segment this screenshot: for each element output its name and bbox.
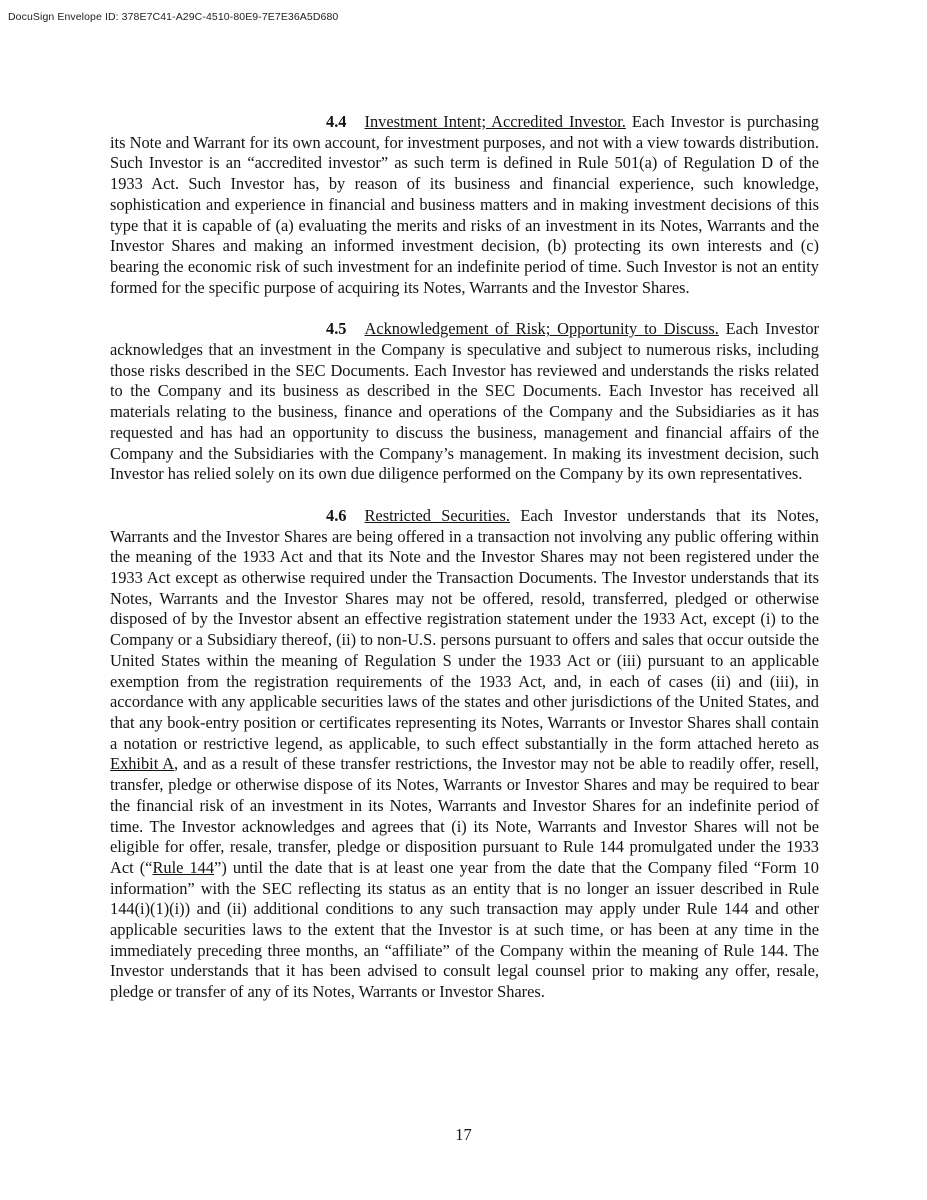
section-text: Each Investor understands that its Notes, Warrants and the Investor Shares are being offered in a transaction not involving any public offering within the meaning of the 1933 Act and that its Note and the Investor Shares may not been registered under the 1933 Act except as otherwise required under the Transaction Documents. The Investor understands that its Notes, Warrants and the Investor Shares may not be offered, resold, transferred, pledged or otherwise disposed of by the Investor absent an effective registration statement under the 1933 Act, except (i) to the Company or a Subsidiary thereof, (ii) to non-U.S. persons pursuant to offers and sales that occur outside the United States within the meaning of Regulation S under the 1933 Act or (iii) pursuant to an applicable exemption from the registration requirements of the 1933 Act, and, in each of cases (ii) and (iii), in accordance with any applicable securities laws of the states and other jurisdictions of the United States, and that any book-entry position or certificates representing its Notes, Warrants or Investor Shares shall contain a notation or restrictive legend, as applicable, to such effect substantially in the form attached hereto as (110, 505, 820, 753)
section-text: Each Investor is purchasing its Note and Warrant for its own account, for investment purposes, and not with a view towards distribution. Such Investor is an “accredited investor” as such term is defined in Rule 501(a) of Regulation D of the 1933 Act. Such Investor has, by reason of its business and financial experience, such knowledge, sophistication and experience in financial and business matters and in making investment decisions of this type that it is capable of (a) evaluating the merits and risks of an investment in its Notes, Warrants and the Investor Shares and making an informed investment decision, (b) protecting its own interests and (c) bearing the economic risk of such investment for an indefinite period of time. Such Investor is not an entity formed for the specific purpose of acquiring its Notes, Warrants and the Investor Shares. (110, 112, 819, 297)
section-4-5 (110, 319, 819, 485)
page-number: 17 (455, 1125, 472, 1144)
section-text: Each Investor acknowledges that an investment in the Company is speculative and subject to numerous risks, including those risks described in the SEC Documents. Each Investor has reviewed and understands the risks related to the Company and its business as described in the SEC Documents. Each Investor has received all materials relating to the business, finance and operations of the Company and the Subsidiaries as it has requested and has had an opportunity to discuss the business, management and financial affairs of the Company and the Subsidiaries with the Company’s management. In making its investment decision, such Investor has relied solely on its own due diligence performed on the Company by its own representatives. (110, 319, 819, 484)
section-title: Acknowledgement of Risk; Opportunity to Discuss. (364, 319, 719, 339)
section-title: Investment Intent; Accredited Investor. (364, 112, 626, 131)
section-number: 4.6 (326, 505, 347, 525)
docusign-envelope-id: DocuSign Envelope ID: 378E7C41-A29C-4510-80E9-7E7E36A5D680 (8, 11, 339, 23)
section-title: Restricted Securities. (364, 505, 510, 525)
section-text: ”) until the date that is at least one year from the date that the Company filed “Form 10 information” with the SEC reflecting its status as an entity that is no longer an issuer described in Rule 144(i)(1)(i)) and (ii) additional conditions to any such transaction may apply under Rule 144 and other applicable securities laws to the extent that the Investor is at such time, or has been at any time in the immediately preceding three months, an “affiliate” of the Company within the meaning of Rule 144. The Investor understands that it has been advised to consult legal counsel prior to making any offer, resale, pledge or transfer of any of its Notes, Warrants or Investor Shares. (110, 857, 820, 1002)
document-body (110, 112, 819, 1003)
section-text: , and as a result of these transfer restrictions, the Investor may not be able to readily offer, resell, transfer, pledge or otherwise dispose of its Notes, Warrants or Investor Shares and may be required to bear the financial risk of an investment in its Notes, Warrants and Investor Shares for an indefinite period of time. The Investor acknowledges and agrees that (i) its Note, Warrants and Investor Shares will not be eligible for offer, resale, transfer, pledge or disposition pursuant to Rule 144 promulgated under the 1933 Act (“ (110, 754, 819, 877)
exhibit-a-reference: Exhibit A (110, 754, 175, 774)
section-number: 4.4 (326, 112, 347, 131)
section-4-6 (110, 506, 819, 1003)
rule-144-defined-term: Rule 144 (152, 857, 215, 877)
section-4-4 (110, 112, 819, 298)
section-number: 4.5 (326, 319, 347, 339)
